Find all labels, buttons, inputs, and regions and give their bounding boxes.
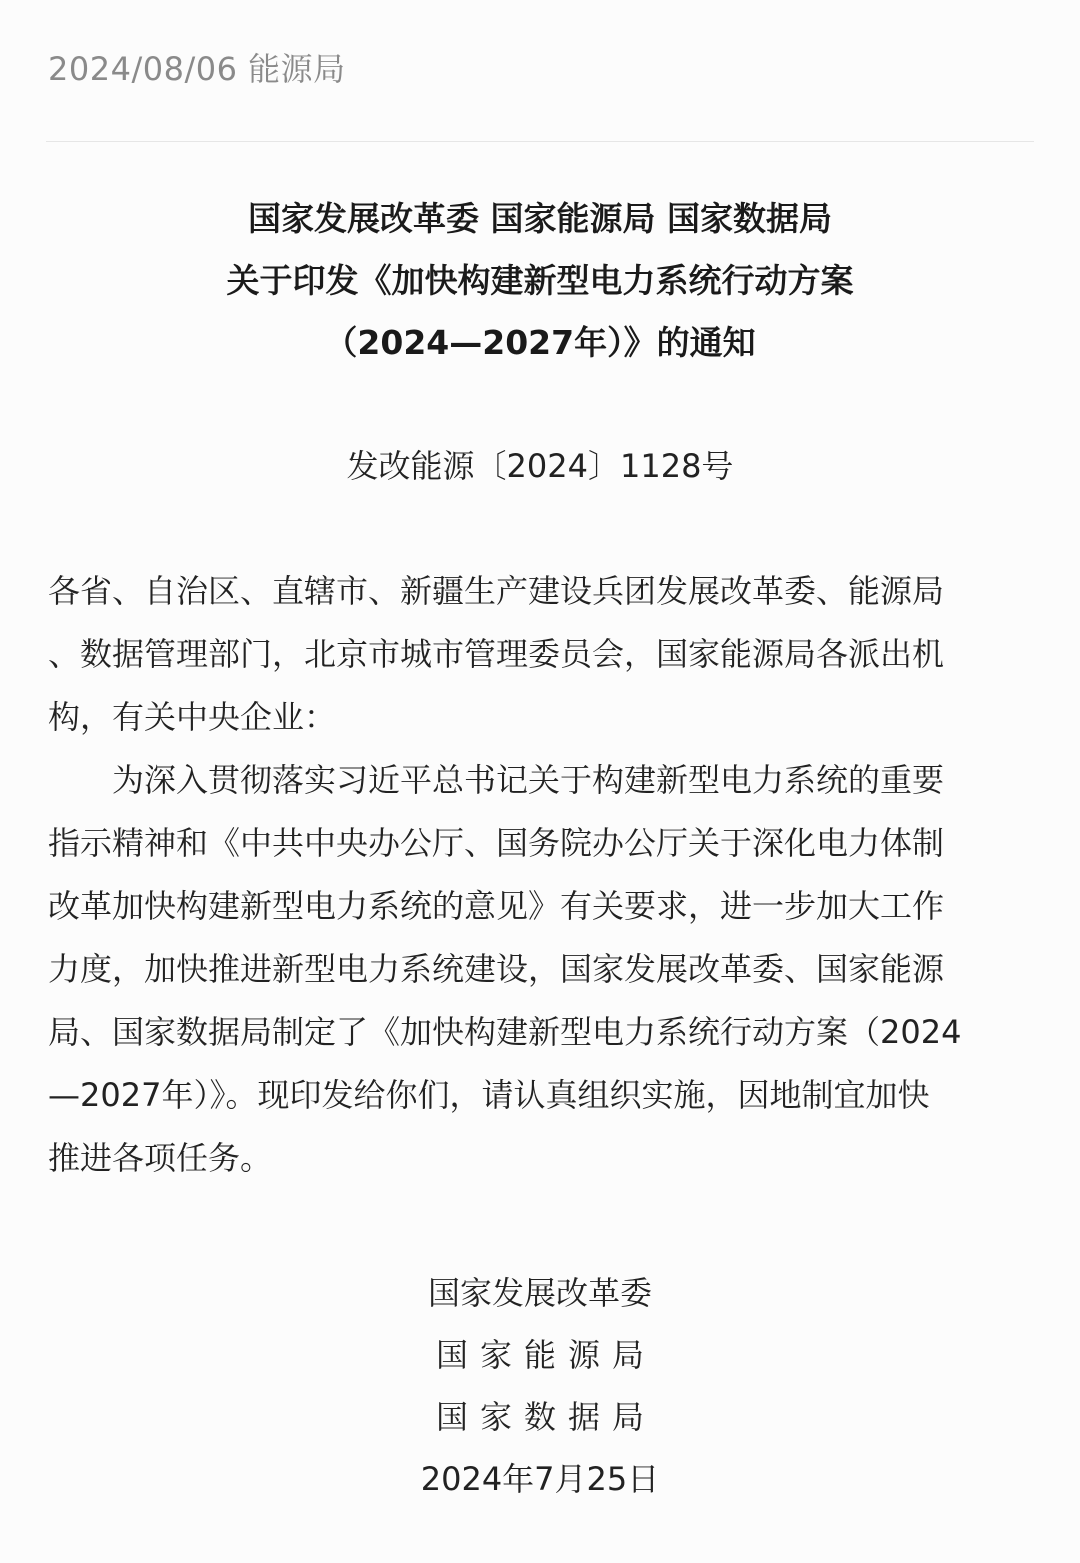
body-line: 构，有关中央企业： — [48, 698, 337, 736]
body-line: 改革加快构建新型电力系统的意见》有关要求，进一步加大工作 — [48, 887, 945, 925]
publish-date: 2024/08/06 — [48, 50, 238, 88]
body-line: —2027年）》。现印发给你们，请认真组织实施，因地制宜加快 — [48, 1076, 930, 1114]
body-line: 推进各项任务。 — [48, 1139, 273, 1177]
publish-source[interactable]: 能源局 — [248, 50, 346, 88]
body-line: 各省、自治区、直辖市、新疆生产建设兵团发展改革委、能源局 — [48, 572, 945, 610]
document-number: 发改能源〔2024〕1128号 — [346, 447, 734, 485]
title-line-1: 国家发展改革委 国家能源局 国家数据局 — [248, 199, 832, 238]
body-line: 力度，加快推进新型电力系统建设，国家发展改革委、国家能源 — [48, 950, 945, 988]
signature-org-nda: 国家数据局 — [435, 1398, 656, 1436]
title-line-2: 关于印发《加快构建新型电力系统行动方案 — [226, 261, 854, 300]
body-line: 指示精神和《中共中央办公厅、国务院办公厅关于深化电力体制 — [48, 824, 945, 862]
body-line: 为深入贯彻落实习近平总书记关于构建新型电力系统的重要 — [48, 761, 945, 799]
document-body — [48, 560, 1032, 1190]
body-line: 、数据管理部门，北京市城市管理委员会，国家能源局各派出机 — [48, 635, 945, 673]
signature-org-nea: 国家能源局 — [435, 1336, 656, 1374]
article-meta — [48, 44, 346, 90]
document-title — [0, 188, 1080, 374]
signature-org-ndrc: 国家发展改革委 — [427, 1274, 652, 1312]
header-divider — [46, 141, 1034, 142]
title-line-3: （2024—2027年）》的通知 — [324, 323, 756, 362]
signature-date: 2024年7月25日 — [420, 1460, 660, 1498]
signature-block — [0, 1262, 1080, 1510]
body-line: 局、国家数据局制定了《加快构建新型电力系统行动方案（2024 — [48, 1013, 962, 1051]
